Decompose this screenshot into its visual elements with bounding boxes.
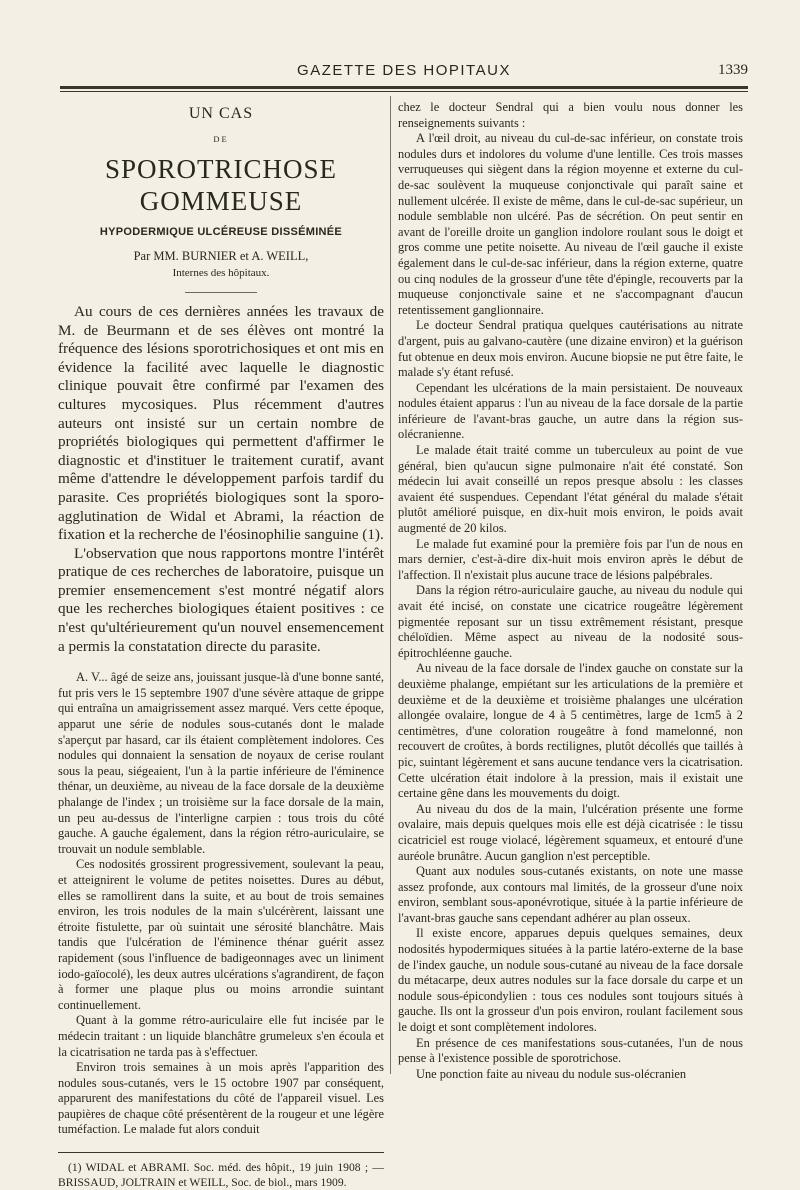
page-number: 1339 xyxy=(718,62,748,78)
article-authors: Par MM. BURNIER et A. WEILL, xyxy=(133,248,309,263)
body-paragraph: Il existe encore, apparues depuis quelques semaines, deux nodosités hypodermiques situées à la partie latéro-externe de la base de l'index gauche, un nodule sous-cutané au niveau de la face dorsale du métacarpe, deux autres nodules sur la face dorsale du carpe et un nodule sous-épicondylien : tous ces nodules sont toujours situés à gauche. Ils ont la grosseur d'un pois environ, roulant facilement sous le doigt et sont complètement indolores. xyxy=(398,926,743,1035)
header-rule-thin xyxy=(60,91,748,92)
body-paragraph: Le malade fut examiné pour la première fois par l'un de nous en mars dernier, c'est-à-dire dix-huit mois environ après le début de l'affection. Il n'existait plus aucune trace de lésions palpébrales. xyxy=(398,536,743,582)
title-rule xyxy=(185,292,257,293)
journal-title: GAZETTE DES HOPITAUX xyxy=(297,62,511,79)
body-paragraph: Le malade était traité comme un tuberculeux au point de vue général, bien qu'aucun signe pulmonaire n'ait été constaté. Son médecin lui avait conseillé un repos presque absolu : les classes avaient été suspendues. Cependant l'état général du malade s'était plutôt amélioré puisque, en dix-huit mois environ, le poids avait augmenté de 20 kilos. xyxy=(398,443,743,536)
observation-paragraph: Environ trois semaines à un mois après l'apparition des nodules sous-cutanés, vers le 15 octobre 1907 par conséquent, apparurent des manifestations du côté de l'appareil visuel. Les paupières de chaque côté présentèrent de la rougeur et une légère tuméfaction. Le malade fut alors conduit xyxy=(58,1060,384,1137)
body-paragraph: Une ponction faite au niveau du nodule sus-olécranien xyxy=(416,1066,687,1081)
body-paragraph: Au niveau de la face dorsale de l'index gauche on constate sur la deuxième phalange, empiétant sur les articulations de la première et deuxième et de la deuxième et troisième phalanges une ulcération allongée ovalaire, longue de 4 à 5 centimètres, large de 1cm5 à 2 centimètres, d'une coloration rougeâtre à fond mamelonné, non recouvert de croûtes, à bords rectilignes, plutôt décollés que taillés à pic, suintant légèrement et sans aucune tendance vers la cicatrisation. Cette ulcération était indolore à la pression, mais il existait une certaine gêne dans les mouvements du doigt. xyxy=(398,661,743,801)
observation-paragraph: A. V... âgé de seize ans, jouissant jusque-là d'une bonne santé, fut pris vers le 15 septembre 1907 d'une sévère attaque de grippe qui entraîna un amaigrissement assez marqué. Vers cette époque, apparut une série de nodules sous-cutanés dont le malade s'aperçut par hasard, car ils étaient complètement indolores. Ces nodules qui donnaient la sensation de noyaux de cerise roulant sous la peau, siégeaient, l'un à la partie inférieure de l'éminence thénar, un deuxième, au niveau de la face dorsale de la deuxième phalange de l'index ; un troisième sur la face dorsale de la main, un peu au-dessus de l'interligne carpien : tous trois du côté gauche. A gauche également, dans la région rétro-auriculaire, se trouvait un nodule semblable. xyxy=(58,670,384,856)
body-paragraph: Cependant les ulcérations de la main persistaient. De nouveaux nodules étaient apparus : l'un au niveau de la face dorsale de la partie inférieure de l'avant-bras gauche, un autre dans la région sus-olécranienne. xyxy=(398,380,743,442)
body-paragraph: chez le docteur Sendral qui a bien voulu nous donner les renseignements suivants : xyxy=(398,100,743,130)
footnote-rule xyxy=(58,1152,384,1153)
body-paragraph: Le docteur Sendral pratiqua quelques cautérisations au nitrate d'argent, puis au galvano-cautère (une dizaine environ) et la guérison fut obtenue en deux mois environ. Aucune biopsie ne put être faite, le malade s'y étant refusé. xyxy=(398,318,743,380)
article-de: DE xyxy=(213,133,229,144)
article-affiliation: Internes des hôpitaux. xyxy=(172,267,270,280)
header-rule-thick xyxy=(60,86,748,89)
left-column xyxy=(58,100,384,1189)
intro-paragraph: Au cours de ces dernières années les travaux de M. de Beurmann et de ses élèves ont montré la fréquence des lésions sporotrichosiques et ont mis en évidence la facilité avec laquelle le diagnostic clinique pouvait être confirmé par l'examen des cultures mycosiques. Plus récemment d'autres auteurs ont insisté sur un certain nombre de propriétés biologiques qui permettent d'affirmer le diagnostic et d'instituer le traitement curatif, avant même d'attendre le développement parfois tardif du parasite. Ces propriétés biologiques sont la sporo-agglutination de Widal et Abrami, la réaction de fixation et la recherche de l'éosinophilie sanguine (1). xyxy=(58,302,384,544)
observation-paragraph: Quant à la gomme rétro-auriculaire elle fut incisée par le médecin traitant : un liquide blanchâtre grumeleux s'en écoula et la cicatrisation ne tarda pas à s'effectuer. xyxy=(58,1013,384,1059)
running-head xyxy=(60,62,748,84)
intro-section xyxy=(58,303,384,656)
intro-paragraph: L'observation que nous rapportons montre l'intérêt pratique de ces recherches de laboratoire, puisque un premier ensemencement s'est montré négatif alors que les recherches biologiques étaient positives : ce n'est qu'ultérieurement qu'un nouvel ensemencement a permis la constatation directe du parasite. xyxy=(58,544,384,655)
observation-paragraph: Ces nodosités grossirent progressivement, soulevant la peau, et atteignirent le volume de petites noisettes. Dures au début, elles se ramollirent dans la suite, et au bout de trois semaines environ, les trois nodules de la main s'ulcérèrent, laissant une étroite fistulette, par où suintait une sérosité blanchâtre. Mais tandis que l'ulcération de l'éminence thénar guérit assez rapidement (sous l'influence de badigeonnages avec un liniment iodo-gaïocolé), les deux autres ulcérations s'agrandirent, de façon à former une plaque plus ou moins arrondie suintant continuellement. xyxy=(58,857,384,1012)
right-column xyxy=(398,100,743,1081)
observation-section xyxy=(58,670,384,1138)
column-divider xyxy=(390,96,391,1074)
body-paragraph: Au niveau du dos de la main, l'ulcération présente une forme ovalaire, mais depuis quelques mois elle est déjà cicatrisée : le tissu cicatriciel est rouge violacé, légèrement squameux, et entouré d'une auréole brunâtre. Aucun ganglion n'est perceptible. xyxy=(398,801,743,863)
article-title: SPOROTRICHOSE GOMMEUSE xyxy=(104,154,338,217)
body-paragraph: Quant aux nodules sous-cutanés existants, on note une masse assez profonde, aux contours mal limités, de la grosseur d'une noix environ, semblant sous-aponévrotique, située à la partie inférieure de l'avant-bras gauche sans cependant adhérer au plan osseux. xyxy=(398,864,743,925)
article-kicker: UN CAS xyxy=(188,105,254,122)
article-subtitle: HYPODERMIQUE ULCÉREUSE DISSÉMINÉE xyxy=(99,226,343,239)
body-paragraph: A l'œil droit, au niveau du cul-de-sac inférieur, on constate trois nodules durs et indolores du volume d'une lentille. Ces trois masses verruqueuses qui siègent dans la région moyenne et externe du cul-de-sac soulèvent la muqueuse conjonctivale qui paraît saine et nullement ulcérée. Il existe de même, dans le cul-de-sac supérieur, un nodule semblable non ulcéré. Pas de sécrétion. On peut sentir en avant de l'oreille droite un ganglion indolore roulant sous le doigt et gros comme une petite noisette. Au niveau de l'œil gauche il existe également dans le cul-de-sac inférieur, dans la région externe, quatre ou cinq nodules de la grosseur d'une tête d'épingle, recouverts par la muqueuse conjonctivale saine et ne s'accompagnant d'aucun retentissement ganglionnaire. xyxy=(398,131,743,317)
footnote: (1) WIDAL et ABRAMI. Soc. méd. des hôpit., 19 juin 1908 ; — BRISSAUD, JOLTRAIN et WEILL, Soc. de biol., mars 1909. xyxy=(58,1161,384,1189)
body-paragraph: Dans la région rétro-auriculaire gauche, au niveau du nodule qui avait été incisé, on constate une cicatrice rougeâtre légèrement pigmentée reposant sur un tissu extrêmement résistant, presque chéloïdien. Même aspect au niveau de la nodosité sous-épitrochléenne gauche. xyxy=(398,583,743,660)
body-paragraph: En présence de ces manifestations sous-cutanées, l'un de nous pense à l'existence possible de sporotrichose. xyxy=(398,1035,743,1066)
